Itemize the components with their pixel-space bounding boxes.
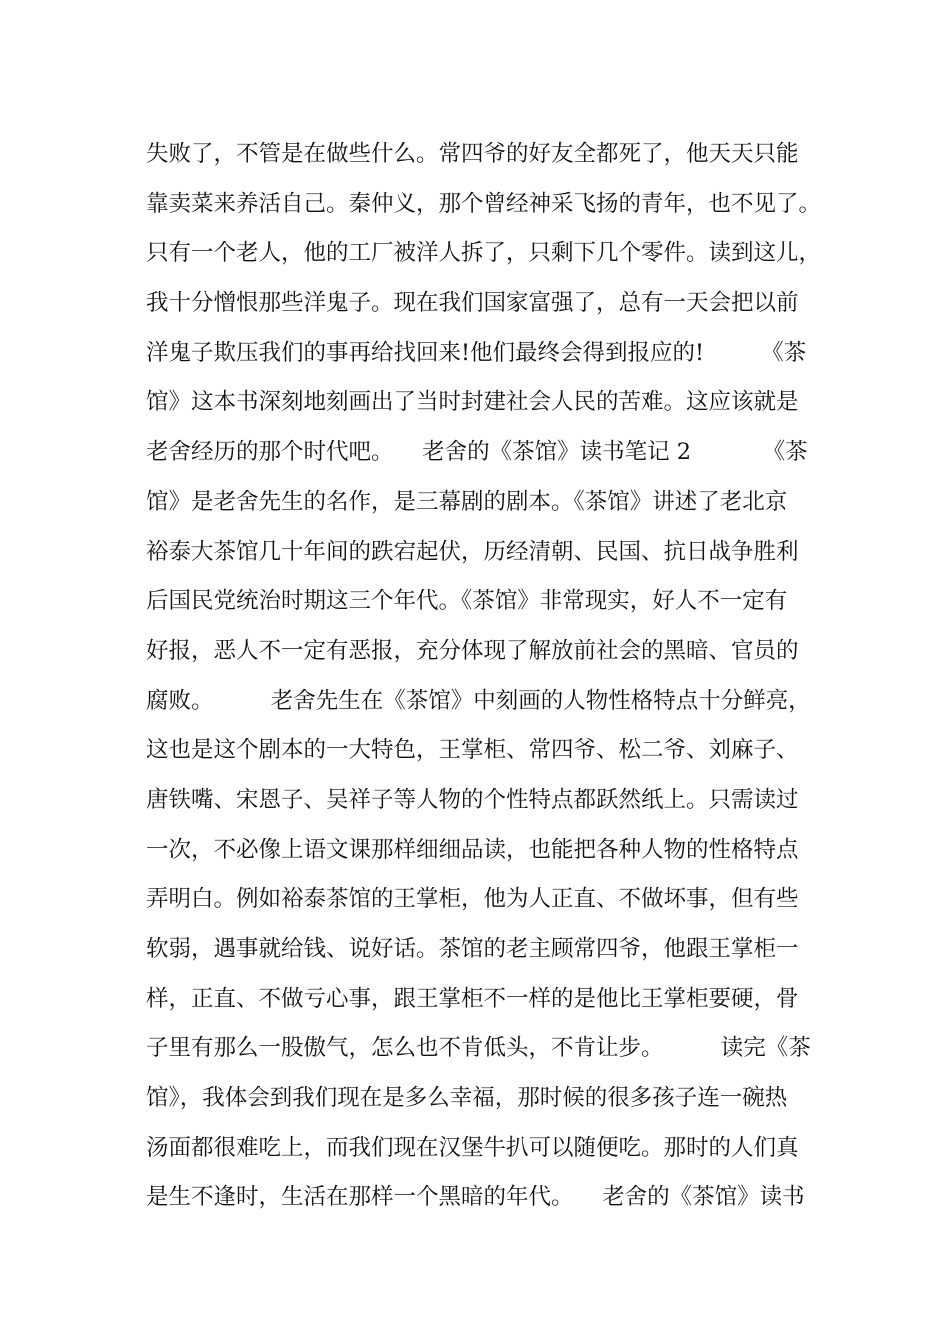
- text-line: 腐败。 老舍先生在《茶馆》中刻画的人物性格特点十分鲜亮，: [146, 687, 811, 714]
- text-line: 馆》这本书深刻地刻画出了当时封建社会人民的苦难。这应该就是: [146, 389, 799, 416]
- text-line: 后国民党统治时期这三个年代。《茶馆》非常现实，好人不一定有: [146, 588, 788, 615]
- text-line: 软弱，遇事就给钱、说好话。茶馆的老主顾常四爷，他跟王掌柜一: [146, 936, 799, 962]
- text-line: 靠卖菜来养活自己。秦仲义，那个曾经神采飞扬的青年，也不见了。: [146, 190, 822, 217]
- text-line: 子里有那么一股傲气，怎么也不肯低头，不肯让步。 读完《茶: [146, 1035, 811, 1062]
- text-line: 老舍经历的那个时代吧。 老舍的《茶馆》读书笔记 2 《茶: [146, 439, 808, 466]
- text-line: 只有一个老人，他的工厂被洋人拆了，只剩下几个零件。读到这儿，: [146, 240, 822, 267]
- text-line: 裕泰大茶馆几十年间的跌宕起伏，历经清朝、民国、抗日战争胜利: [146, 538, 799, 565]
- text-line: 我十分憎恨那些洋鬼子。现在我们国家富强了，总有一天会把以前: [146, 290, 799, 317]
- text-line: 一次，不必像上语文课那样细细品读，也能把各种人物的性格特点: [146, 836, 799, 863]
- text-line: 汤面都很难吃上，而我们现在汉堡牛扒可以随便吃。那时的人们真: [146, 1134, 799, 1161]
- text-line: 馆》，我体会到我们现在是多么幸福，那时候的很多孩子连一碗热: [146, 1085, 788, 1112]
- text-line: 这也是这个剧本的一大特色，王掌柜、常四爷、松二爷、刘麻子、: [146, 737, 799, 764]
- text-line: 弄明白。例如裕泰茶馆的王掌柜，他为人正直、不做坏事，但有些: [146, 886, 799, 913]
- text-line: 失败了，不管是在做些什么。常四爷的好友全都死了，他天天只能: [146, 141, 799, 167]
- text-line: 好报，恶人不一定有恶报，充分体现了解放前社会的黑暗、官员的: [146, 637, 799, 664]
- text-line: 唐铁嘴、宋恩子、吴祥子等人物的个性特点都跃然纸上。只需读过: [146, 786, 799, 813]
- text-line: 是生不逢时，生活在那样一个黑暗的年代。 老舍的《茶馆》读书: [146, 1184, 805, 1211]
- text-line: 馆》是老舍先生的名作，是三幕剧的剧本。《茶馆》讲述了老北京: [146, 488, 788, 515]
- text-line: 洋鬼子欺压我们的事再给找回来!他们最终会得到报应的! 《茶: [146, 339, 807, 366]
- body-text: [146, 130, 826, 1223]
- text-line: 样，正直、不做亏心事，跟王掌柜不一样的是他比王掌柜要硬，骨: [146, 985, 799, 1012]
